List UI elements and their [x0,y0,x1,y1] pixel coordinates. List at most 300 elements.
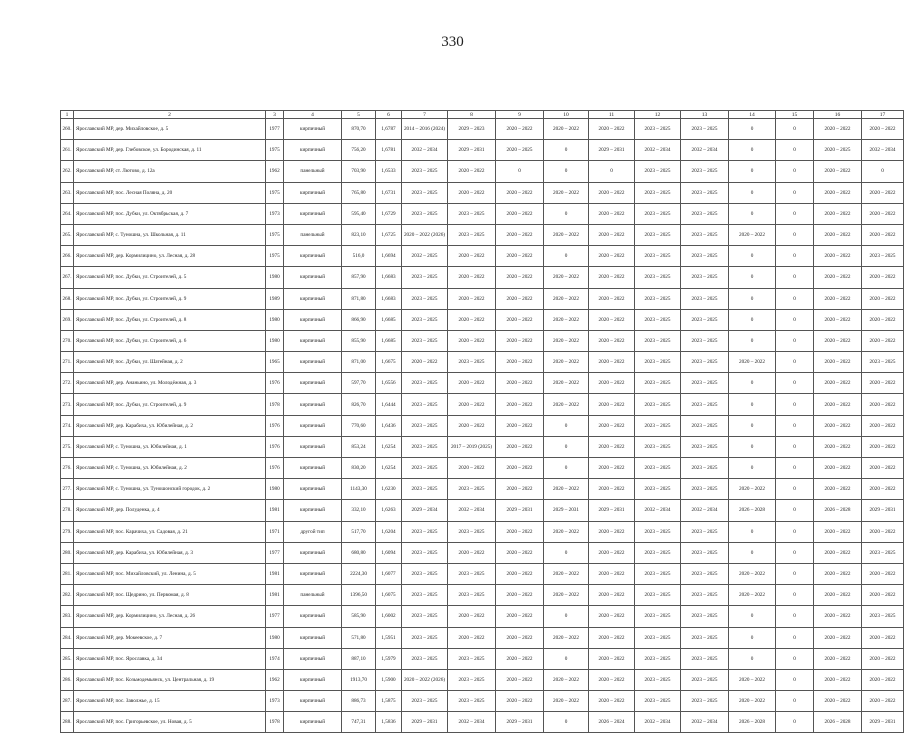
table-cell: 870,70 [342,119,376,140]
table-cell: 871,00 [342,352,376,373]
table-cell: 2020 – 2022 [544,224,589,245]
table-cell: кирпичный [284,288,342,309]
table-cell: 2020 – 2022 [589,436,635,457]
table-cell: 0 [729,161,776,182]
table-cell: Ярославский МР, пос. Дубки, ул. Строителей, д. 5 [74,267,266,288]
table-cell: 2020 – 2022 [729,224,776,245]
table-cell: 281. [61,563,74,584]
column-header: 7 [402,111,448,119]
table-cell: 2020 – 2022 [862,436,904,457]
table-cell: кирпичный [284,373,342,394]
page-number: 330 [441,34,464,50]
table-cell: 0 [729,330,776,351]
table-cell: 0 [729,415,776,436]
table-cell: 2023 – 2025 [402,436,448,457]
table-cell: Ярославский МР, пос. Лесная Поляна, д. 20 [74,182,266,203]
table-cell: 2023 – 2025 [402,691,448,712]
table-cell: 2023 – 2025 [635,352,681,373]
table-cell: 2020 – 2022 [496,563,544,584]
table-row [61,691,904,712]
table-cell: 271. [61,352,74,373]
table-cell: кирпичный [284,436,342,457]
table-cell: 287. [61,691,74,712]
table-row [61,627,904,648]
table-cell: 2020 – 2022 [544,182,589,203]
table-cell: 273. [61,394,74,415]
table-cell: 2020 – 2022 [544,627,589,648]
table-cell: 1981 [266,585,284,606]
table-cell: 2023 – 2025 [635,436,681,457]
table-cell: 2020 – 2022 [729,669,776,690]
table-cell: 1,6787 [376,119,402,140]
table-cell: 2023 – 2025 [681,309,729,330]
table-cell: 2023 – 2025 [681,648,729,669]
table-cell: 1,6725 [376,224,402,245]
table-cell: 1976 [266,458,284,479]
table-cell: 2023 – 2025 [402,394,448,415]
column-header: 5 [342,111,376,119]
table-cell: 2023 – 2025 [402,203,448,224]
table-cell: 0 [776,140,814,161]
table-cell: Ярославский МР, пос. Дубки, ул. Октябрьская, д. 7 [74,203,266,224]
table-cell: 0 [776,669,814,690]
table-cell: Ярославский МР, с. Туношна, ул. Туношонский городок, д. 2 [74,479,266,500]
table-cell: кирпичный [284,394,342,415]
table-cell: 0 [776,394,814,415]
table-cell: 2020 – 2022 [862,330,904,351]
table-cell: 2029 – 2031 [862,500,904,521]
table-cell: 2023 – 2025 [402,309,448,330]
table-cell: 2023 – 2025 [635,648,681,669]
table-cell: Ярославский МР, пос. Михайловский, ул. Ленина, д. 5 [74,563,266,584]
table-cell: 595,40 [342,203,376,224]
table-cell: 2023 – 2025 [448,669,496,690]
column-header: 13 [681,111,729,119]
table-cell: 0 [544,415,589,436]
table-cell: 2020 – 2022 [496,394,544,415]
table-cell: 2023 – 2025 [681,606,729,627]
table-cell: 2020 – 2022 [729,585,776,606]
table-cell: кирпичный [284,415,342,436]
table-cell: 1980 [266,627,284,648]
table-cell: 0 [729,606,776,627]
table-cell: 332,10 [342,500,376,521]
table-cell: 1,6556 [376,373,402,394]
table-cell: 2020 – 2025 [814,140,862,161]
table-cell: 2020 – 2022 [544,330,589,351]
table-cell: 276. [61,458,74,479]
table-cell: 267. [61,267,74,288]
table-cell: 1,6254 [376,436,402,457]
table-cell: Ярославский МР, пос. Дубки, ул. Строителей, д. 9 [74,394,266,415]
table-cell: 2023 – 2025 [402,585,448,606]
table-cell: 0 [729,119,776,140]
table-cell: 2029 – 2034 [402,500,448,521]
table-cell: 516,0 [342,246,376,267]
table-cell: 2023 – 2025 [635,288,681,309]
table-cell: 2020 – 2022 [814,691,862,712]
table-cell: 2023 – 2025 [635,246,681,267]
table-row [61,458,904,479]
table-cell: 2029 – 2031 [448,140,496,161]
table-cell: 1976 [266,436,284,457]
table-cell: 0 [544,458,589,479]
table-cell: 0 [776,606,814,627]
table-row [61,161,904,182]
table-cell: 1,6263 [376,500,402,521]
table-cell: 2020 – 2022 [862,373,904,394]
table-cell: 2020 – 2022 [862,691,904,712]
table-cell: 2020 – 2022 [814,352,862,373]
table-cell: 278. [61,500,74,521]
table-cell: 0 [544,436,589,457]
table-cell: 2020 – 2022 [814,309,862,330]
table-cell: 2020 – 2022 [814,373,862,394]
table-cell: 2020 – 2022 [862,288,904,309]
table-row [61,182,904,203]
table-cell: 2026 – 2028 [729,500,776,521]
table-cell: 0 [544,712,589,733]
table-cell: 2029 – 2031 [862,712,904,733]
table-cell: 2023 – 2025 [681,246,729,267]
table-cell: 2020 – 2022 [862,182,904,203]
table-cell: 2020 – 2022 [544,373,589,394]
table-cell: Ярославский МР, дер. Мокеевское, д. 7 [74,627,266,648]
table-cell: 0 [776,648,814,669]
table-cell: 2032 – 2034 [635,500,681,521]
table-cell: 2029 – 2031 [589,500,635,521]
table-cell: 2020 – 2022 [589,648,635,669]
table-cell: 0 [776,500,814,521]
table-cell: 1981 [266,563,284,584]
table-cell: 1,6781 [376,140,402,161]
table-cell: 1989 [266,288,284,309]
table-cell: 2020 – 2022 [589,352,635,373]
table-cell: 0 [776,373,814,394]
table-cell: 269. [61,309,74,330]
table-row [61,246,904,267]
table-cell: 2029 – 2031 [544,500,589,521]
table-cell: 0 [776,521,814,542]
table-cell: 2020 – 2022 [862,585,904,606]
table-cell: 0 [589,161,635,182]
table-cell: 2020 – 2022 [496,330,544,351]
table-cell: 2023 – 2025 [635,458,681,479]
table-cell: 2020 – 2022 [814,224,862,245]
table-header-row [61,111,904,119]
table-cell: 2023 – 2025 [402,648,448,669]
table-cell: 2020 – 2022 [862,521,904,542]
table-cell: 1,5836 [376,712,402,733]
table-cell: Ярославский МР, дер. Михайловское, д. 5 [74,119,266,140]
table-cell: 2224,30 [342,563,376,584]
table-cell: 2023 – 2025 [402,288,448,309]
table-cell: 2020 – 2022 [814,330,862,351]
table-cell: 280. [61,542,74,563]
table-cell: 2023 – 2025 [402,521,448,542]
table-cell: 272. [61,373,74,394]
table-cell: 0 [729,182,776,203]
table-cell: 1,6094 [376,542,402,563]
table-cell: 2032 – 2034 [635,712,681,733]
table-cell: Ярославский МР, пос. Козьмодемьянск, ул. Центральная, д. 19 [74,669,266,690]
table-cell: 0 [729,648,776,669]
table-cell: 0 [776,246,814,267]
table-cell: 1,6230 [376,479,402,500]
table-cell: 0 [729,246,776,267]
table-cell: 2020 – 2022 [814,161,862,182]
table-cell: 0 [729,627,776,648]
table-cell: 2020 – 2022 [814,288,862,309]
table-cell: 857,90 [342,267,376,288]
table-row [61,267,904,288]
table-cell: кирпичный [284,267,342,288]
table-cell: другой тип [284,521,342,542]
table-cell: 1977 [266,119,284,140]
table-cell: 2023 – 2025 [681,458,729,479]
table-row [61,563,904,584]
column-header: 4 [284,111,342,119]
table-cell: 866,90 [342,309,376,330]
table-cell: 1973 [266,203,284,224]
table-cell: 0 [776,224,814,245]
table-cell: 1,6694 [376,246,402,267]
table-cell: 1,6731 [376,182,402,203]
table-cell: 0 [776,119,814,140]
table-cell: 2020 – 2022 [814,669,862,690]
table-cell: 2023 – 2025 [681,669,729,690]
table-cell: 266. [61,246,74,267]
table-cell: 2023 – 2025 [681,627,729,648]
table-cell: 2020 – 2022 (2026) [402,224,448,245]
table-cell: 0 [776,436,814,457]
table-cell: 1143,30 [342,479,376,500]
table-row [61,585,904,606]
table-cell: 2023 – 2025 [402,479,448,500]
table-cell: 2020 – 2022 [589,267,635,288]
table-cell: 2020 – 2022 [814,267,862,288]
table-cell: 1980 [266,309,284,330]
table-cell: 265. [61,224,74,245]
table-cell: 2020 – 2022 [589,246,635,267]
table-cell: кирпичный [284,691,342,712]
table-cell: 1965 [266,352,284,373]
table-cell: 2023 – 2025 [681,394,729,415]
table-cell: 277. [61,479,74,500]
table-cell: 2023 – 2025 [681,415,729,436]
table-row [61,119,904,140]
table-cell: 2020 – 2022 [448,394,496,415]
column-header: 8 [448,111,496,119]
table-cell: 0 [544,246,589,267]
table-cell: 2020 – 2022 [496,288,544,309]
table-cell: кирпичный [284,309,342,330]
table-cell: 853,24 [342,436,376,457]
table-cell: 0 [729,140,776,161]
table-cell: 2020 – 2022 [589,669,635,690]
table-cell: 2020 – 2022 [862,563,904,584]
table-cell: 756,20 [342,140,376,161]
table-cell: 2023 – 2025 [402,330,448,351]
table-cell: 2023 – 2025 [681,585,729,606]
table-cell: 2020 – 2022 [862,119,904,140]
table-cell: 2020 – 2022 [544,669,589,690]
table-cell: 2020 – 2022 [589,309,635,330]
table-cell: 0 [544,161,589,182]
table-cell: 2020 – 2022 [589,330,635,351]
table-cell: 2020 – 2022 [862,224,904,245]
table-cell: 2020 – 2022 [814,521,862,542]
table-cell: 2020 – 2022 [496,691,544,712]
table-cell: 2020 – 2025 [496,140,544,161]
table-row [61,606,904,627]
table-cell: 2020 – 2022 [589,585,635,606]
table-cell: 2023 – 2025 [402,373,448,394]
table-cell: 0 [776,182,814,203]
table-cell: 262. [61,161,74,182]
table-cell: 2023 – 2025 [635,691,681,712]
table-cell: 2020 – 2022 [496,373,544,394]
table-cell: 871,80 [342,288,376,309]
table-cell: 2023 – 2025 [635,182,681,203]
table-cell: 0 [776,203,814,224]
table-cell: Ярославский МР, пос. Григорьевское, ул. Новая, д. 5 [74,712,266,733]
table-cell: 2032 – 2034 [862,140,904,161]
table-cell: 2023 – 2025 [635,161,681,182]
table-cell: 2020 – 2022 [544,309,589,330]
table-cell: 2020 – 2022 [814,563,862,584]
table-cell: 2023 – 2025 [635,394,681,415]
table-cell: кирпичный [284,563,342,584]
table-cell: Ярославский МР, дер. Карабиха, ул. Юбилейная, д. 3 [74,542,266,563]
table-cell: Ярославский МР, пос. Заволжье, д. 15 [74,691,266,712]
table-cell: 2020 – 2022 [544,479,589,500]
table-cell: 0 [862,161,904,182]
table-cell: 887,10 [342,648,376,669]
table-cell: 2020 – 2022 [589,563,635,584]
table-cell: 0 [544,648,589,669]
table-cell: 2020 – 2022 [448,161,496,182]
table-cell: 1,6254 [376,458,402,479]
table-cell: 260. [61,119,74,140]
table-cell: 2020 – 2022 [496,542,544,563]
table-cell: 2026 – 2028 [814,500,862,521]
table-cell: 2023 – 2025 [635,267,681,288]
table-cell: 2020 – 2022 [448,267,496,288]
table-cell: 2020 – 2022 [862,203,904,224]
table-cell: 2020 – 2022 [729,691,776,712]
table-cell: 2020 – 2022 [496,267,544,288]
table-row [61,500,904,521]
table-cell: 1977 [266,606,284,627]
table-cell: 2020 – 2022 [814,246,862,267]
table-cell: 2020 – 2022 [448,542,496,563]
table-cell: 2020 – 2022 [496,415,544,436]
table-cell: 282. [61,585,74,606]
table-cell: 2020 – 2022 [814,606,862,627]
table-cell: 2020 – 2022 [862,309,904,330]
table-row [61,373,904,394]
table-cell: 2032 – 2034 [635,140,681,161]
table-cell: 2020 – 2022 [814,394,862,415]
table-cell: 2026 – 2028 [814,712,862,733]
table-cell: 2023 – 2025 [635,224,681,245]
table-cell: кирпичный [284,648,342,669]
table-cell: 2023 – 2025 [681,373,729,394]
table-cell: 2020 – 2022 [496,521,544,542]
table-row [61,288,904,309]
table-cell: 2020 – 2022 [589,182,635,203]
table-cell: кирпичный [284,330,342,351]
table-cell: 1,6002 [376,606,402,627]
table-cell: 886,73 [342,691,376,712]
table-cell: панельный [284,224,342,245]
table-cell: 1,6077 [376,563,402,584]
table-cell: 823,10 [342,224,376,245]
table-cell: 2020 – 2022 [448,288,496,309]
table-cell: 1,6729 [376,203,402,224]
table-cell: 2023 – 2025 [448,203,496,224]
table-cell: Ярославский МР, пос. Дубки, ул. Строителей, д. 8 [74,309,266,330]
table-cell: 2023 – 2025 [402,627,448,648]
table-cell: 2023 – 2025 [681,224,729,245]
table-cell: 2023 – 2025 [402,182,448,203]
table-cell: 2023 – 2025 [681,330,729,351]
table-cell: 0 [729,267,776,288]
table-cell: 1,5951 [376,627,402,648]
table-cell: 2020 – 2022 [589,691,635,712]
table-cell: 2023 – 2025 [635,373,681,394]
table-cell: 2023 – 2025 [681,161,729,182]
table-cell: 2020 – 2022 [496,479,544,500]
table-cell: 2023 – 2025 [635,521,681,542]
table-cell: 2026 – 2028 [729,712,776,733]
table-cell: кирпичный [284,182,342,203]
table-cell: 765,80 [342,182,376,203]
table-cell: 2020 – 2022 [496,627,544,648]
table-cell: 2023 – 2025 [681,288,729,309]
table-cell: 2029 – 2031 [496,712,544,733]
table-cell: 264. [61,203,74,224]
table-cell: 2026 – 2024 [589,712,635,733]
table-cell: 2020 – 2022 [589,373,635,394]
table-cell: 680,80 [342,542,376,563]
table-cell: кирпичный [284,479,342,500]
table-cell: 2032 – 2034 [448,500,496,521]
table-cell: 2020 – 2022 [862,267,904,288]
table-cell: 0 [776,479,814,500]
table-cell: кирпичный [284,352,342,373]
table-cell: 2020 – 2022 [814,627,862,648]
table-cell: 2023 – 2025 [402,563,448,584]
table-cell: 1,6204 [376,521,402,542]
table-cell: 2023 – 2025 [402,606,448,627]
table-cell: 1971 [266,521,284,542]
table-cell: 1975 [266,224,284,245]
table-cell: 2020 – 2022 [544,394,589,415]
table-cell: 2020 – 2022 [496,203,544,224]
table-cell: 2020 – 2022 [544,119,589,140]
table-cell: 0 [776,352,814,373]
table-cell: 2023 – 2025 [635,563,681,584]
table-cell: 2032 – 2025 [402,246,448,267]
table-cell: 2023 – 2025 [448,479,496,500]
table-row [61,415,904,436]
table-cell: 0 [544,542,589,563]
table-cell: панельный [284,585,342,606]
table-cell: 2023 – 2025 [635,585,681,606]
table-cell: 2020 – 2022 [862,394,904,415]
